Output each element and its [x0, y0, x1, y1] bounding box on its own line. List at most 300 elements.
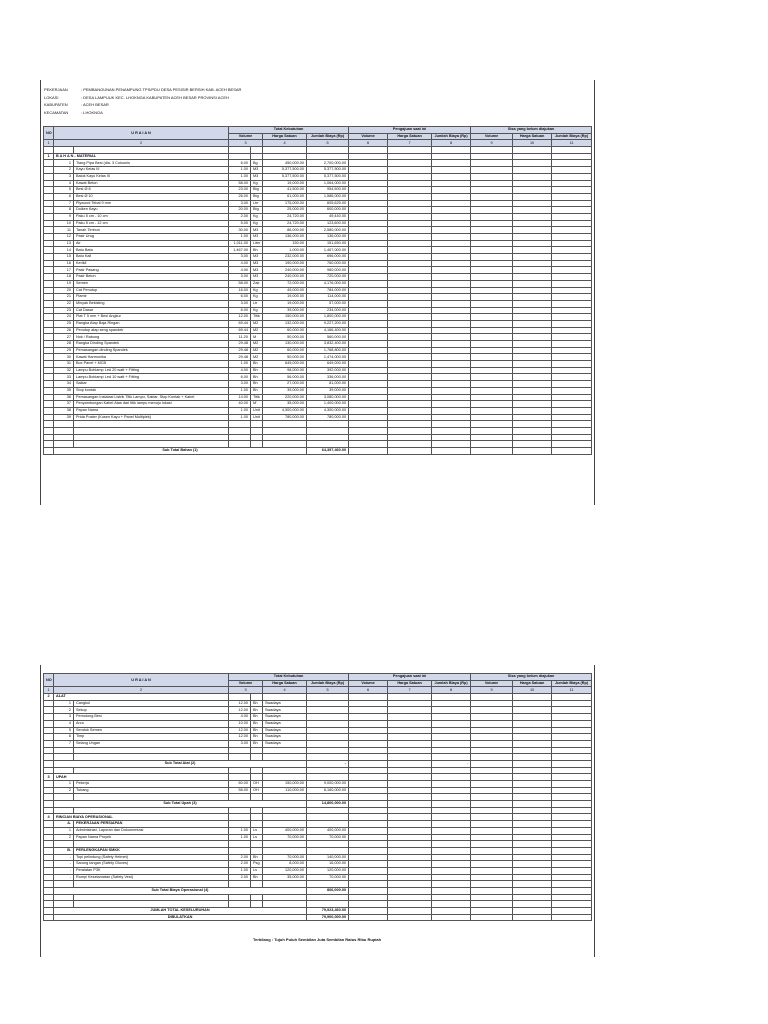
- empty-cell: [349, 354, 388, 361]
- empty-cell: [307, 881, 349, 888]
- empty-cell: [388, 354, 432, 361]
- item-no: 2: [54, 707, 74, 714]
- item-uraian: Kerikil: [74, 260, 229, 267]
- section-title: ALAT: [54, 694, 229, 701]
- empty-cell: [471, 260, 513, 267]
- info-row: [44, 94, 241, 102]
- item-harga: 25,000.00: [263, 207, 307, 214]
- empty-cell: [44, 193, 54, 200]
- empty-cell: [432, 394, 471, 401]
- col-header-volume: Volume: [471, 133, 513, 140]
- item-volume: 3.00: [229, 200, 251, 207]
- item-volume: 3.00: [229, 274, 251, 281]
- item-volume: 29.48: [229, 347, 251, 354]
- item-volume: 6.00: [229, 294, 251, 301]
- table-row: [44, 354, 592, 361]
- item-volume: 29.48: [229, 354, 251, 361]
- empty-cell: [44, 747, 54, 754]
- empty-cell: [349, 314, 388, 321]
- empty-cell: [229, 421, 251, 428]
- empty-cell: [552, 421, 592, 428]
- item-no: 7: [54, 200, 74, 207]
- empty-cell: [44, 781, 54, 788]
- item-jumlah: 123,600.00: [307, 220, 349, 227]
- empty-cell: [552, 167, 592, 174]
- empty-cell: [263, 427, 307, 434]
- item-volume: 1.00: [229, 834, 251, 841]
- item-satuan: M3: [251, 274, 263, 281]
- item-satuan: Kg: [251, 220, 263, 227]
- empty-cell: [471, 434, 513, 441]
- table-row: [44, 234, 592, 241]
- empty-cell: [263, 821, 307, 828]
- item-no: 22: [54, 300, 74, 307]
- empty-cell: [388, 901, 432, 908]
- empty-cell: [471, 294, 513, 301]
- empty-cell: [432, 914, 471, 921]
- item-satuan: M3: [251, 227, 263, 234]
- empty-cell: [471, 694, 513, 701]
- empty-cell: [44, 361, 54, 368]
- empty-cell: [54, 901, 74, 908]
- empty-cell: [263, 694, 307, 701]
- empty-cell: [432, 173, 471, 180]
- item-satuan: Bh: [251, 854, 263, 861]
- item-jumlah: 954,500.00: [307, 187, 349, 194]
- col-number: 7: [388, 140, 432, 147]
- empty-cell: [513, 187, 552, 194]
- empty-cell: [307, 774, 349, 781]
- empty-cell: [349, 914, 388, 921]
- empty-cell: [471, 234, 513, 241]
- item-uraian: Nok / Rabung: [74, 334, 229, 341]
- item-no: 10: [54, 220, 74, 227]
- empty-cell: [471, 700, 513, 707]
- subtotal-label: DIBULATKAN: [54, 914, 307, 921]
- item-no: 9: [54, 213, 74, 220]
- empty-cell: [552, 267, 592, 274]
- empty-cell: [44, 720, 54, 727]
- empty-cell: [349, 361, 388, 368]
- item-uraian: Papan Nama: [74, 407, 229, 414]
- empty-cell: [432, 700, 471, 707]
- empty-cell: [471, 801, 513, 808]
- empty-cell: [513, 327, 552, 334]
- col-number: 9: [471, 687, 513, 694]
- item-harga: Swadaya: [263, 707, 307, 714]
- empty-cell: [388, 207, 432, 214]
- item-harga: Swadaya: [263, 740, 307, 747]
- item-volume: 20.00: [229, 207, 251, 214]
- empty-cell: [44, 801, 54, 808]
- empty-cell: [513, 747, 552, 754]
- empty-cell: [388, 421, 432, 428]
- empty-cell: [388, 894, 432, 901]
- empty-cell: [471, 414, 513, 421]
- item-jumlah: 3,832,400.00: [307, 341, 349, 348]
- empty-cell: [388, 434, 432, 441]
- empty-cell: [229, 441, 251, 448]
- empty-cell: [307, 694, 349, 701]
- item-jumlah: 2,580,000.00: [307, 227, 349, 234]
- empty-cell: [471, 280, 513, 287]
- empty-cell: [44, 187, 54, 194]
- item-jumlah: 140,000.00: [307, 854, 349, 861]
- item-volume: 56.00: [229, 787, 251, 794]
- empty-cell: [44, 347, 54, 354]
- empty-cell: [513, 213, 552, 220]
- empty-cell: [54, 147, 74, 154]
- empty-cell: [251, 814, 263, 821]
- empty-cell: [229, 821, 251, 828]
- info-row: [44, 86, 241, 94]
- empty-cell: [552, 707, 592, 714]
- empty-cell: [349, 407, 388, 414]
- item-harga: Swadaya: [263, 700, 307, 707]
- item-volume: 1.00: [229, 234, 251, 241]
- empty-cell: [44, 387, 54, 394]
- table-row: [44, 807, 592, 814]
- item-uraian: Rangka Atap Baja Ringan: [74, 320, 229, 327]
- empty-cell: [552, 220, 592, 227]
- empty-cell: [388, 734, 432, 741]
- empty-cell: [263, 767, 307, 774]
- item-satuan: M2: [251, 354, 263, 361]
- empty-cell: [552, 240, 592, 247]
- empty-cell: [388, 247, 432, 254]
- empty-cell: [349, 727, 388, 734]
- table-row: [44, 767, 592, 774]
- item-harga: 8,000.00: [263, 861, 307, 868]
- item-uraian: Pasir Beton: [74, 274, 229, 281]
- empty-cell: [388, 847, 432, 854]
- empty-cell: [44, 421, 54, 428]
- item-jumlah: 649,000.00: [307, 361, 349, 368]
- empty-cell: [44, 213, 54, 220]
- empty-cell: [44, 354, 54, 361]
- empty-cell: [432, 153, 471, 160]
- empty-cell: [513, 167, 552, 174]
- empty-cell: [307, 901, 349, 908]
- item-harga: 150.00: [263, 240, 307, 247]
- table-row: [44, 834, 592, 841]
- item-no: 17: [54, 267, 74, 274]
- item-jumlah: 234,000.00: [307, 307, 349, 314]
- empty-cell: [432, 160, 471, 167]
- item-no: 8: [54, 207, 74, 214]
- empty-cell: [432, 714, 471, 721]
- table-row: [44, 367, 592, 374]
- empty-cell: [388, 300, 432, 307]
- table-row: [44, 727, 592, 734]
- empty-cell: [432, 260, 471, 267]
- table-row: [44, 341, 592, 348]
- empty-cell: [44, 874, 54, 881]
- item-harga: 72,000.00: [263, 280, 307, 287]
- item-jumlah: 70,000.00: [307, 874, 349, 881]
- empty-cell: [513, 908, 552, 915]
- item-uraian: Pasir Pasang: [74, 267, 229, 274]
- empty-cell: [432, 414, 471, 421]
- table-row: [44, 381, 592, 388]
- col-number: 10: [513, 140, 552, 147]
- empty-cell: [388, 240, 432, 247]
- empty-cell: [471, 734, 513, 741]
- empty-cell: [388, 160, 432, 167]
- item-uraian: Besi Ø 8: [74, 187, 229, 194]
- empty-cell: [471, 147, 513, 154]
- empty-cell: [513, 740, 552, 747]
- empty-cell: [349, 193, 388, 200]
- empty-cell: [349, 707, 388, 714]
- item-volume: 2.00: [229, 213, 251, 220]
- empty-cell: [44, 827, 54, 834]
- empty-cell: [513, 394, 552, 401]
- empty-cell: [307, 894, 349, 901]
- item-volume: 1,011.00: [229, 240, 251, 247]
- col-number: 11: [552, 687, 592, 694]
- item-uraian: Air: [74, 240, 229, 247]
- table-row: [44, 127, 592, 134]
- item-jumlah: 1,467,000.00: [307, 247, 349, 254]
- empty-cell: [44, 807, 54, 814]
- empty-cell: [349, 227, 388, 234]
- item-harga: 150,000.00: [263, 781, 307, 788]
- empty-cell: [251, 767, 263, 774]
- empty-cell: [432, 381, 471, 388]
- empty-cell: [349, 147, 388, 154]
- empty-cell: [513, 200, 552, 207]
- empty-cell: [388, 827, 432, 834]
- empty-cell: [263, 747, 307, 754]
- empty-cell: [388, 854, 432, 861]
- empty-cell: [471, 901, 513, 908]
- item-no: 37: [54, 401, 74, 408]
- item-jumlah: 720,000.00: [307, 274, 349, 281]
- empty-cell: [229, 894, 251, 901]
- item-jumlah: 49,440.00: [307, 213, 349, 220]
- item-jumlah: [307, 700, 349, 707]
- item-volume: 12.00: [229, 734, 251, 741]
- item-satuan: Bh: [251, 361, 263, 368]
- empty-cell: [349, 807, 388, 814]
- empty-cell: [552, 760, 592, 767]
- empty-cell: [513, 334, 552, 341]
- empty-cell: [349, 747, 388, 754]
- item-volume: 58.00: [229, 280, 251, 287]
- item-satuan: Unit: [251, 407, 263, 414]
- empty-cell: [388, 387, 432, 394]
- empty-cell: [74, 421, 229, 428]
- empty-cell: [349, 861, 388, 868]
- empty-cell: [552, 320, 592, 327]
- empty-cell: [229, 841, 251, 848]
- empty-cell: [513, 874, 552, 881]
- empty-cell: [44, 414, 54, 421]
- empty-cell: [513, 774, 552, 781]
- empty-cell: [513, 754, 552, 761]
- col-number: 2: [54, 687, 229, 694]
- empty-cell: [513, 387, 552, 394]
- item-harga: 70,000.00: [263, 854, 307, 861]
- empty-cell: [263, 147, 307, 154]
- empty-cell: [74, 901, 229, 908]
- item-jumlah: 5,377,500.00: [307, 167, 349, 174]
- col-header-total: Total Kebutuhan: [229, 674, 349, 681]
- empty-cell: [513, 401, 552, 408]
- empty-cell: [432, 280, 471, 287]
- empty-cell: [44, 247, 54, 254]
- item-volume: 2.00: [229, 874, 251, 881]
- empty-cell: [251, 847, 263, 854]
- table-row: [44, 254, 592, 261]
- empty-cell: [552, 740, 592, 747]
- item-no: 31: [54, 361, 74, 368]
- empty-cell: [471, 227, 513, 234]
- empty-cell: [552, 341, 592, 348]
- empty-cell: [44, 267, 54, 274]
- section-title: RINCIAN BIAYA OPERASIONAL: [54, 814, 229, 821]
- item-harga: Swadaya: [263, 734, 307, 741]
- item-harga: 220,000.00: [263, 394, 307, 401]
- empty-cell: [471, 754, 513, 761]
- item-jumlah: [307, 720, 349, 727]
- table-row: [44, 267, 592, 274]
- empty-cell: [349, 294, 388, 301]
- item-jumlah: 39,000.00: [307, 387, 349, 394]
- empty-cell: [552, 901, 592, 908]
- table-row: [44, 180, 592, 187]
- empty-cell: [513, 787, 552, 794]
- info-value: : LHOKNGA: [81, 110, 103, 116]
- empty-cell: [432, 881, 471, 888]
- empty-cell: [432, 267, 471, 274]
- item-volume: 12.00: [229, 700, 251, 707]
- empty-cell: [552, 227, 592, 234]
- table-row: [44, 294, 592, 301]
- empty-cell: [44, 200, 54, 207]
- subtotal-label: Sub Total Upah (3): [54, 801, 307, 808]
- empty-cell: [349, 167, 388, 174]
- empty-cell: [349, 767, 388, 774]
- empty-cell: [229, 747, 251, 754]
- table-row: [44, 247, 592, 254]
- table-row: [44, 434, 592, 441]
- empty-cell: [552, 827, 592, 834]
- empty-cell: [388, 314, 432, 321]
- empty-cell: [54, 427, 74, 434]
- item-volume: 26.00: [229, 193, 251, 200]
- table-row: [44, 307, 592, 314]
- item-jumlah: [307, 727, 349, 734]
- empty-cell: [388, 341, 432, 348]
- item-no: 26: [54, 327, 74, 334]
- empty-cell: [432, 374, 471, 381]
- item-uraian: Semen: [74, 280, 229, 287]
- item-satuan: M3: [251, 254, 263, 261]
- empty-cell: [513, 861, 552, 868]
- empty-cell: [307, 847, 349, 854]
- empty-cell: [349, 327, 388, 334]
- empty-cell: [251, 754, 263, 761]
- empty-cell: [388, 754, 432, 761]
- empty-cell: [471, 867, 513, 874]
- item-jumlah: 70,000.00: [307, 834, 349, 841]
- item-volume: 1.00: [229, 387, 251, 394]
- item-satuan: M3: [251, 260, 263, 267]
- empty-cell: [388, 727, 432, 734]
- empty-cell: [388, 794, 432, 801]
- empty-cell: [229, 794, 251, 801]
- empty-cell: [349, 213, 388, 220]
- empty-cell: [552, 374, 592, 381]
- item-volume: 12.00: [229, 707, 251, 714]
- col-header-harga: Harga Satuan: [263, 133, 307, 140]
- empty-cell: [552, 200, 592, 207]
- empty-cell: [44, 294, 54, 301]
- item-satuan: Btg: [251, 207, 263, 214]
- empty-cell: [513, 147, 552, 154]
- item-no: 18: [54, 274, 74, 281]
- item-harga: 24,720.00: [263, 220, 307, 227]
- empty-cell: [349, 734, 388, 741]
- col-number: 5: [307, 687, 349, 694]
- empty-cell: [349, 280, 388, 287]
- item-uraian: Tukang: [74, 787, 229, 794]
- item-no: 32: [54, 367, 74, 374]
- empty-cell: [44, 847, 54, 854]
- col-header-harga: Harga Satuan: [263, 680, 307, 687]
- table-row: [44, 787, 592, 794]
- empty-cell: [432, 841, 471, 848]
- empty-cell: [432, 193, 471, 200]
- item-volume: 3.00: [229, 740, 251, 747]
- table-row: [44, 314, 592, 321]
- item-no: 24: [54, 314, 74, 321]
- empty-cell: [229, 147, 251, 154]
- empty-cell: [513, 173, 552, 180]
- empty-cell: [552, 734, 592, 741]
- empty-cell: [349, 381, 388, 388]
- empty-cell: [432, 888, 471, 895]
- item-jumlah: 780,000.00: [307, 414, 349, 421]
- empty-cell: [229, 694, 251, 701]
- empty-cell: [388, 200, 432, 207]
- empty-cell: [432, 421, 471, 428]
- empty-cell: [552, 180, 592, 187]
- empty-cell: [251, 434, 263, 441]
- empty-cell: [432, 320, 471, 327]
- item-no: 1: [54, 781, 74, 788]
- empty-cell: [44, 180, 54, 187]
- empty-cell: [44, 147, 54, 154]
- empty-cell: [432, 801, 471, 808]
- item-satuan: Zak: [251, 280, 263, 287]
- item-satuan: M2: [251, 327, 263, 334]
- empty-cell: [552, 774, 592, 781]
- empty-cell: [349, 874, 388, 881]
- empty-cell: [388, 361, 432, 368]
- table-row: [44, 227, 592, 234]
- empty-cell: [432, 747, 471, 754]
- empty-cell: [388, 280, 432, 287]
- item-harga: 4,300,000.00: [263, 407, 307, 414]
- table-row: [44, 867, 592, 874]
- empty-cell: [552, 334, 592, 341]
- empty-cell: [349, 401, 388, 408]
- empty-cell: [307, 807, 349, 814]
- empty-cell: [44, 427, 54, 434]
